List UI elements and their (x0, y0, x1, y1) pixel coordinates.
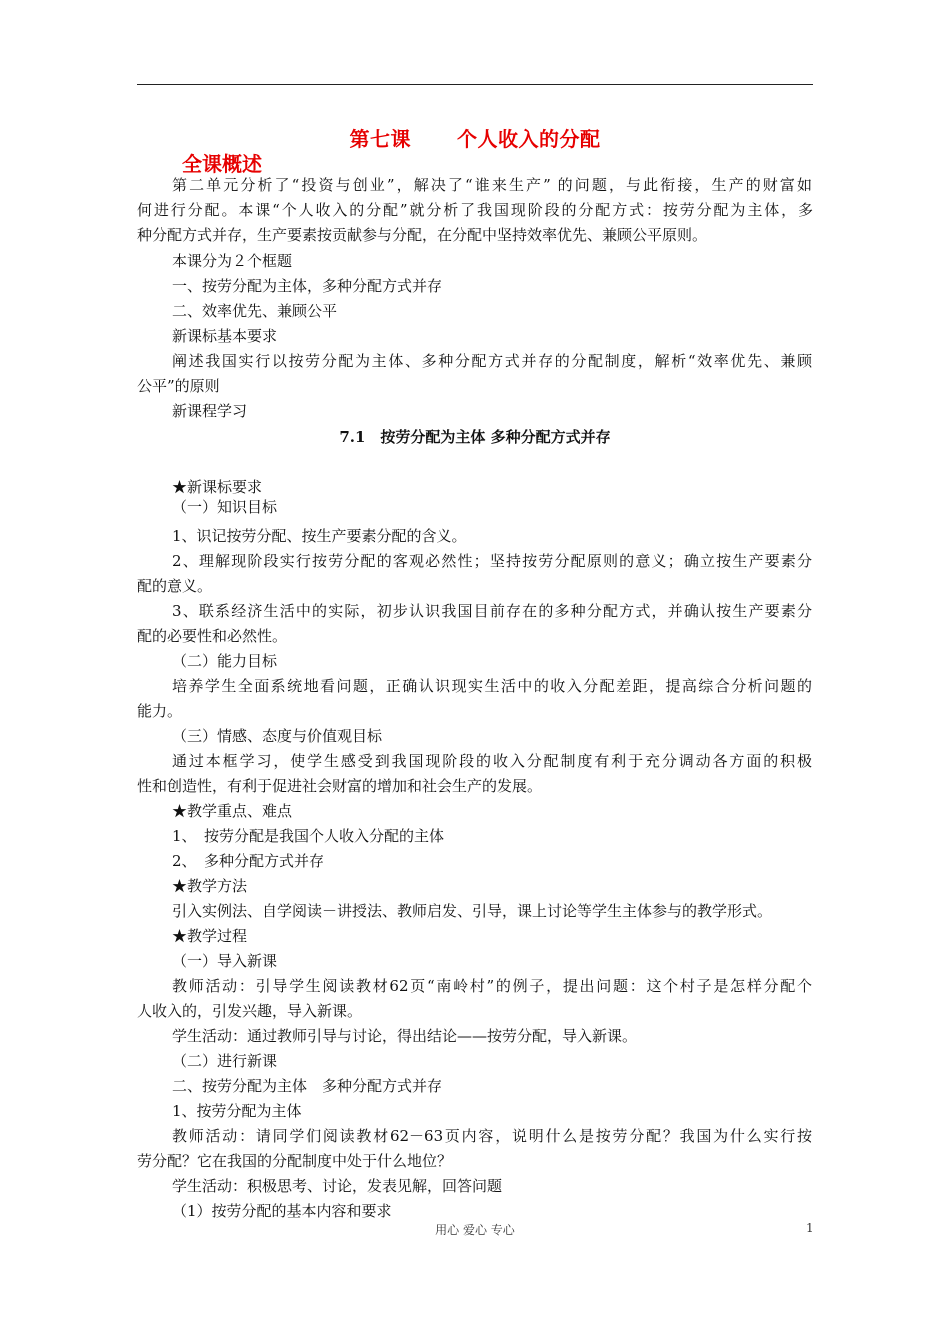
paragraph-line: （1）按劳分配的基本内容和要求 (172, 1202, 392, 1220)
paragraph-line: 3、联系经济生活中的实际，初步认识我国目前存在的多种分配方式，并确认按生产要素分 (172, 602, 812, 620)
title-lesson: 第七课 (349, 127, 411, 151)
paragraph-line: （二）进行新课 (172, 1052, 278, 1070)
paragraph-line: 二、效率优先、兼顾公平 (172, 302, 338, 320)
overview-heading: 全课概述 (182, 152, 262, 176)
paragraph-line: ★教学过程 (172, 927, 248, 945)
page-number: 1 (806, 1221, 814, 1235)
paragraph-line: 二、按劳分配为主体 多种分配方式并存 (172, 1077, 443, 1095)
paragraph-line: 教师活动：请同学们阅读教材62－63页内容，说明什么是按劳分配？我国为什么实行按 (172, 1127, 812, 1145)
paragraph-line: 人收入的，引发兴趣，导入新课。 (137, 1002, 363, 1020)
paragraph-line: 一、按劳分配为主体，多种分配方式并存 (172, 277, 443, 295)
paragraph-line: 新课标基本要求 (172, 327, 278, 345)
paragraph-line: 阐述我国实行以按劳分配为主体、多种分配方式并存的分配制度，解析“效率优先、兼顾 (172, 352, 812, 370)
paragraph-line: 学生活动：积极思考、讨论，发表见解，回答问题 (172, 1177, 503, 1195)
paragraph-line: 能力。 (137, 702, 183, 720)
paragraph-line: 学生活动：通过教师引导与讨论，得出结论——按劳分配，导入新课。 (172, 1027, 638, 1045)
paragraph-line: （一）知识目标 (172, 498, 278, 516)
paragraph-line: 2、 多种分配方式并存 (172, 852, 325, 870)
paragraph-line: （二）能力目标 (172, 652, 278, 670)
paragraph-line: 教师活动：引导学生阅读教材62页“南岭村”的例子，提出问题：这个村子是怎样分配个 (172, 977, 812, 995)
paragraph-line: 何进行分配。本课“个人收入的分配”就分析了我国现阶段的分配方式：按劳分配为主体，多 (137, 201, 813, 219)
paragraph-line: 公平”的原则 (137, 377, 220, 395)
paragraph-line: 性和创造性，有利于促进社会财富的增加和社会生产的发展。 (137, 777, 543, 795)
paragraph-line: 劳分配？它在我国的分配制度中处于什么地位？ (137, 1152, 453, 1170)
paragraph-line: ★新课标要求 (172, 478, 263, 496)
paragraph-line: 第二单元分析了“投资与创业”，解决了“谁来生产” 的问题，与此衔接，生产的财富如 (172, 176, 812, 194)
paragraph-line: 1、按劳分配为主体 (172, 1102, 302, 1120)
paragraph-line: 种分配方式并存，生产要素按贡献参与分配，在分配中坚持效率优先、兼顾公平原则。 (137, 226, 708, 244)
page-title (0, 123, 950, 152)
paragraph-line: 培养学生全面系统地看问题，正确认识现实生活中的收入分配差距，提高综合分析问题的 (172, 677, 812, 695)
paragraph-line: （三）情感、态度与价值观目标 (172, 727, 383, 745)
paragraph-line: 1、 按劳分配是我国个人收入分配的主体 (172, 827, 445, 845)
title-topic: 个人收入的分配 (457, 127, 601, 151)
paragraph-line: ★教学方法 (172, 877, 248, 895)
paragraph-line: 引入实例法、自学阅读－讲授法、教师启发、引导，课上讨论等学生主体参与的教学形式。 (172, 902, 773, 920)
section-heading: 7.1 按劳分配为主体 多种分配方式并存 (339, 428, 611, 446)
paragraph-line: （一）导入新课 (172, 952, 278, 970)
paragraph-line: 1、识记按劳分配、按生产要素分配的含义。 (172, 527, 467, 545)
paragraph-line: 新课程学习 (172, 402, 248, 420)
paragraph-line: 本课分为２个框题 (172, 252, 293, 270)
paragraph-line: 2、理解现阶段实行按劳分配的客观必然性；坚持按劳分配原则的意义；确立按生产要素分 (172, 552, 812, 570)
paragraph-line: 通过本框学习，使学生感受到我国现阶段的收入分配制度有利于充分调动各方面的积极 (172, 752, 812, 770)
paragraph-line: 配的必要性和必然性。 (137, 627, 288, 645)
header-rule (137, 84, 813, 85)
page-footer: 用心 爱心 专心 (435, 1223, 515, 1237)
paragraph-line: ★教学重点、难点 (172, 802, 293, 820)
paragraph-line: 配的意义。 (137, 577, 213, 595)
